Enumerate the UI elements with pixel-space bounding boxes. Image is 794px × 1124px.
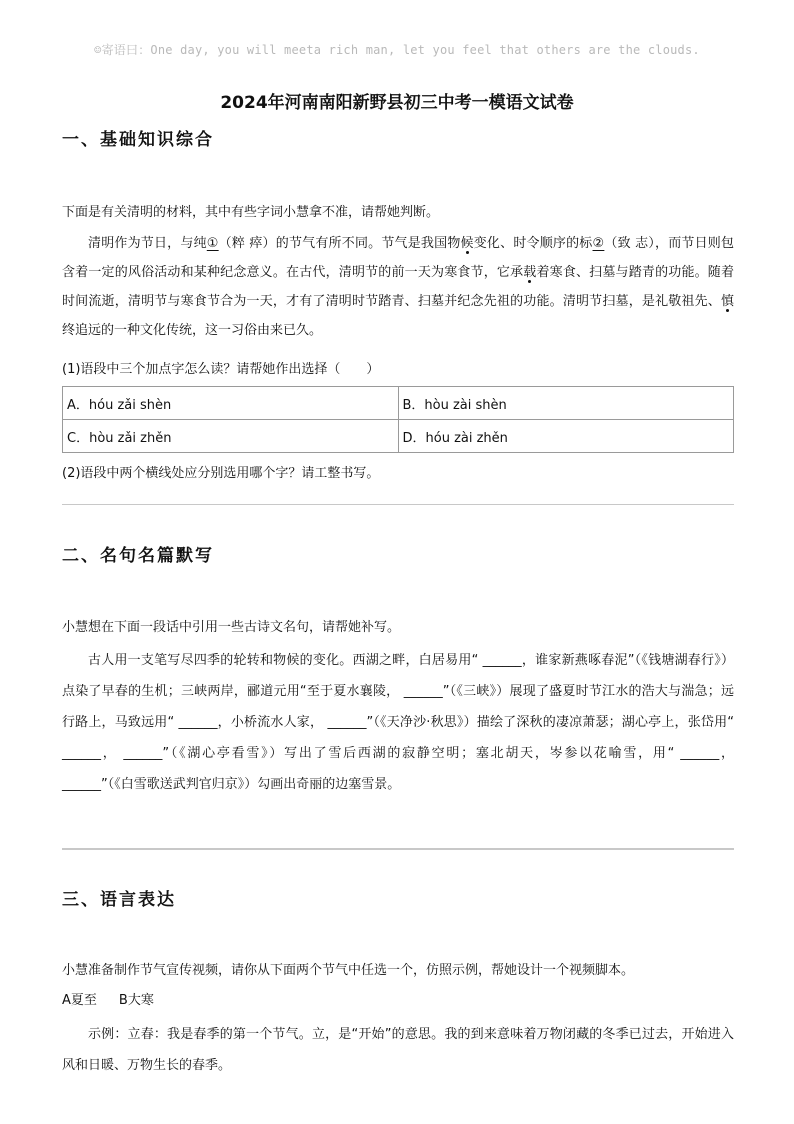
option-a[interactable]: A．hóu zǎi shèn xyxy=(63,387,399,420)
motto-watermark: ☺寄语曰：One day, you will meeta rich man, let you feel that others are the clouds. xyxy=(94,43,700,57)
option-d[interactable]: D．hóu zài zhěn xyxy=(398,420,734,453)
section-2-heading: 二、名句名篇默写 xyxy=(62,546,214,566)
blank-1[interactable]: ① xyxy=(206,236,219,251)
question-2: (2)语段中两个横线处应分别选用哪个字？请工整书写。 xyxy=(62,466,380,481)
passage-text: 变化、时令顺序的标 xyxy=(473,236,593,251)
choice-b: B大寒 xyxy=(118,993,154,1008)
page-title: 2024年河南南阳新野县初三中考一模语文试卷 xyxy=(220,93,574,113)
option-c[interactable]: C．hòu zǎi zhěn xyxy=(63,420,399,453)
answer-options-table xyxy=(62,386,734,453)
passage-text: 着寒食、扫墓与踏青的功能。随着时间流逝，清明节与寒食节合为一天，才有了清明时节踏青、扫墓并纪念先祖的功能。清明节扫墓，是礼敬祖先、 xyxy=(62,265,734,309)
section-3-heading: 三、语言表达 xyxy=(62,890,176,910)
divider xyxy=(62,504,734,505)
section-1-passage xyxy=(62,229,734,345)
section-1-intro: 下面是有关清明的材料，其中有些字词小慧拿不准，请帮她判断。 xyxy=(62,205,440,220)
choice-a: A夏至 xyxy=(62,993,97,1008)
passage-text: （致 志），而节日则包含着一定的风俗活动和某种纪念意义。在古代，清明节的前一天为寒食节，它承 xyxy=(62,236,734,280)
section-2-intro: 小慧想在下面一段话中引用一些古诗文名句，请帮她补写。 xyxy=(62,620,401,635)
dotted-char-2: 载 xyxy=(523,265,537,280)
passage-text: （粹 瘁）的节气有所不同。节气是我国物 xyxy=(218,236,461,251)
dotted-char-3: 慎 xyxy=(720,294,734,309)
question-1: (1)语段中三个加点字怎么读？请帮她作出选择（ ） xyxy=(62,362,380,377)
section-3-intro: 小慧准备制作节气宣传视频，请你从下面两个节气中任选一个，仿照示例，帮她设计一个视频脚本。 xyxy=(62,963,635,978)
passage-text: 终追远的一种文化传统，这一习俗由来已久。 xyxy=(62,323,323,338)
divider xyxy=(62,848,734,850)
example-paragraph: 示例：立春：我是春季的第一个节气。立，是“开始”的意思。我的到来意味着万物闭藏的冬季已过去，开始进入风和日暖、万物生长的春季。 xyxy=(62,1027,734,1073)
solar-term-choices xyxy=(62,986,734,1015)
passage-text: 清明作为节日，与纯 xyxy=(88,236,207,251)
section-2-passage: 古人用一支笔写尽四季的轮转和物候的变化。西湖之畔，白居易用“ ______，谁家新燕啄春泥”（《钱塘湖春行》）点染了早春的生机；三峡两岸，郦道元用“至于夏水襄陵， ______”（《三峡》）展现了盛夏时节江水的浩大与湍急；远行路上，马致远用“ ______，小桥流水人家， ______”（《天净沙·秋思》）描绘了深秋的凄凉萧瑟；湖心亭上，张岱用“ ______， ______”（《湖心亭看雪》）写出了雪后西湖的寂静空明；塞北胡天，岑参以花喻雪，用“ ______， ______”（《白雪歌送武判官归京》）勾画出奇丽的边塞雪景。 xyxy=(62,653,734,792)
section-1-heading: 一、基础知识综合 xyxy=(62,130,214,150)
option-b[interactable]: B．hòu zài shèn xyxy=(398,387,734,420)
dotted-char-1: 候 xyxy=(460,236,474,251)
blank-2[interactable]: ② xyxy=(592,236,605,251)
